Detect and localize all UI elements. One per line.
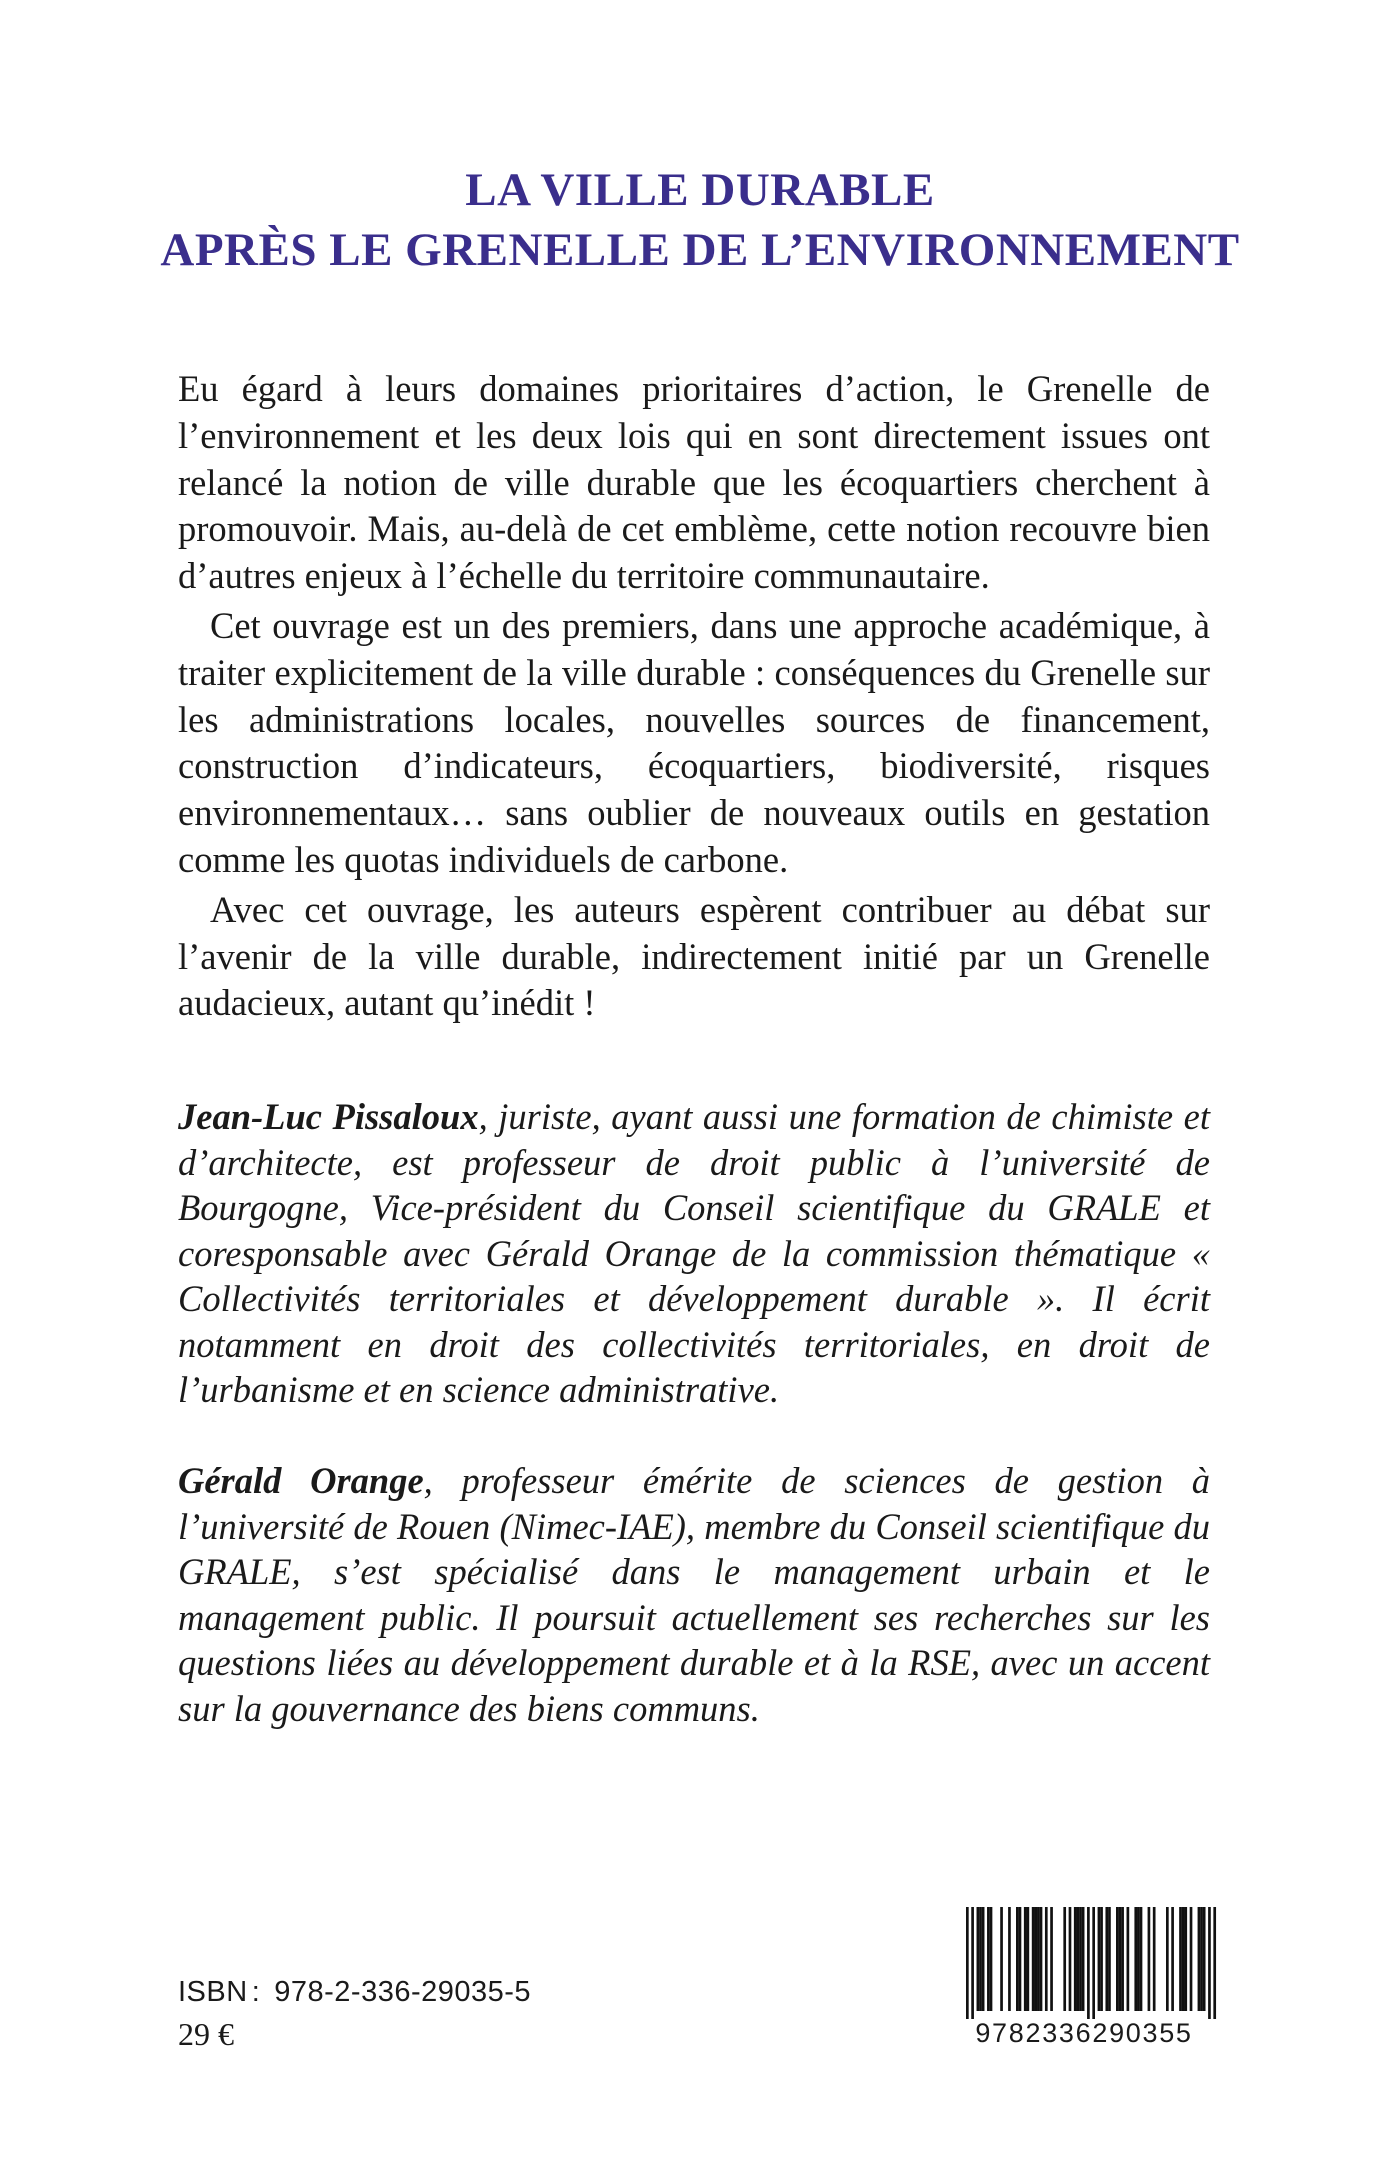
- barcode-digits: 9782336290355: [975, 2018, 1193, 2048]
- barcode-bar: [987, 1907, 990, 2011]
- barcode-bar: [1121, 1907, 1124, 2011]
- author-bio-1: [178, 1094, 1210, 1413]
- barcode-bar: [1063, 1907, 1066, 2011]
- barcode-bar: [977, 1907, 980, 2011]
- barcode-bar: [1019, 1907, 1022, 2011]
- isbn-value: 978-2-336-29035-5: [274, 1976, 532, 2008]
- barcode-bar: [1153, 1907, 1156, 2011]
- barcode-bar: [990, 1907, 993, 2011]
- barcode-bar: [1171, 1907, 1174, 2011]
- barcode-bars: [944, 1907, 1224, 2019]
- barcode-bar: [1027, 1907, 1030, 2011]
- barcode-bar: [1069, 1907, 1072, 2011]
- barcode-bar: [1092, 1907, 1095, 2019]
- barcode-bar: [1077, 1907, 1080, 2011]
- author-bio-2: [178, 1458, 1210, 1731]
- blurb-paragraph-2: Cet ouvrage est un des premiers, dans une approche académique, à traiter explicitement de la ville durable : conséquences du Grenelle sur les administrations locales, nouvelles sources de financement, construction d’indicateurs, écoquartiers, biodiversité, risques environnementaux… sans oublier de nouveaux outils en gestation comme les quotas individuels de carbone.: [178, 604, 1210, 880]
- barcode-bar: [1108, 1907, 1111, 2011]
- barcode-bar: [1140, 1907, 1143, 2011]
- barcode-bar: [1190, 1907, 1193, 2011]
- barcode-bar: [1127, 1907, 1130, 2011]
- barcode-bar: [1098, 1907, 1101, 2011]
- barcode-bar: [1105, 1907, 1108, 2011]
- isbn-label: ISBN: [178, 1976, 248, 2008]
- barcode-bar: [1184, 1907, 1187, 2011]
- barcode-bar: [1040, 1907, 1043, 2011]
- blurb-paragraph-1: Eu égard à leurs domaines prioritaires d’action, le Grenelle de l’environnement et les deux lois qui en sont directement issues ont relancé la notion de ville durable que les écoquartiers cherchent à promouvoir. Mais, au-delà de cet emblème, cette notion recouvre bien d’autres enjeux à l’échelle du territoire communautaire.: [178, 368, 1210, 597]
- author-bio-text-2: , professeur émérite de sciences de gestion à l’université de Rouen (Nimec-IAE), membre du Conseil scientifique du GRALE, s’est spécialisé dans le management urbain et le management public. Il poursuit actuellement ses recherches sur les questions liées au développement durable et à la RSE, avec un accent sur la gouvernance des biens communs.: [178, 1460, 1211, 1729]
- barcode-bar: [1200, 1907, 1203, 2011]
- barcode-bar: [966, 1907, 969, 2019]
- barcode-bar: [1134, 1907, 1137, 2011]
- barcode-bar: [1213, 1907, 1216, 2019]
- barcode-bar: [982, 1907, 985, 2011]
- barcode-bar: [1045, 1907, 1048, 2011]
- barcode-bar: [1082, 1907, 1085, 2011]
- barcode-bar: [1008, 1907, 1011, 2011]
- barcode-bar: [1000, 1907, 1003, 2011]
- barcode-bar: [1074, 1907, 1077, 2011]
- barcode-bar: [1034, 1907, 1037, 2011]
- barcode-bar: [1198, 1907, 1201, 2011]
- isbn-line: [178, 1976, 531, 2009]
- barcode-bar: [1100, 1907, 1103, 2011]
- title-line-2: APRÈS LE GRENELLE DE L’ENVIRONNEMENT: [160, 224, 1240, 276]
- barcode-bar: [1079, 1907, 1082, 2011]
- barcode-bar: [1166, 1907, 1169, 2011]
- back-cover-blurb: [178, 366, 1210, 1027]
- barcode-bar: [971, 1907, 974, 2019]
- barcode-bar: [1037, 1907, 1040, 2011]
- barcode-bar: [1179, 1907, 1182, 2011]
- barcode-bar: [1024, 1907, 1027, 2011]
- barcode-bar: [1137, 1907, 1140, 2011]
- author-name-2: Gérald Orange: [178, 1460, 424, 1501]
- barcode-bar: [1016, 1907, 1019, 2011]
- barcode-bar: [1050, 1907, 1053, 2011]
- price: 29 €: [178, 2016, 234, 2052]
- barcode-bar: [1032, 1907, 1035, 2011]
- author-name-1: Jean-Luc Pissaloux: [178, 1096, 479, 1137]
- barcode-bar: [1116, 1907, 1119, 2011]
- author-bio-text-1: , juriste, ayant aussi une formation de chimiste et d’architecte, est professeur de droit public à l’université de Bourgogne, Vice-président du Conseil scientifique du GRALE et coresponsable avec Gérald Orange de la commission thématique « Collectivités territoriales et développement durable ». Il écrit notamment en droit des collectivités territoriales, en droit de l’urbanisme et en science administrative.: [178, 1096, 1210, 1410]
- barcode-bar: [1148, 1907, 1151, 2011]
- title-line-1: LA VILLE DURABLE: [465, 164, 935, 216]
- barcode-bar: [1203, 1907, 1206, 2011]
- barcode-bar: [1208, 1907, 1211, 2019]
- isbn-separator: :: [251, 1976, 261, 2008]
- blurb-paragraph-3: Avec cet ouvrage, les auteurs espèrent contribuer au débat sur l’avenir de la ville durable, indirectement initié par un Grenelle audacieux, autant qu’inédit !: [178, 888, 1210, 1024]
- barcode-bar: [1182, 1907, 1185, 2011]
- barcode-bar: [979, 1907, 982, 2011]
- barcode-bar: [1119, 1907, 1122, 2011]
- barcode-bar: [1087, 1907, 1090, 2019]
- book-title: [0, 160, 1400, 280]
